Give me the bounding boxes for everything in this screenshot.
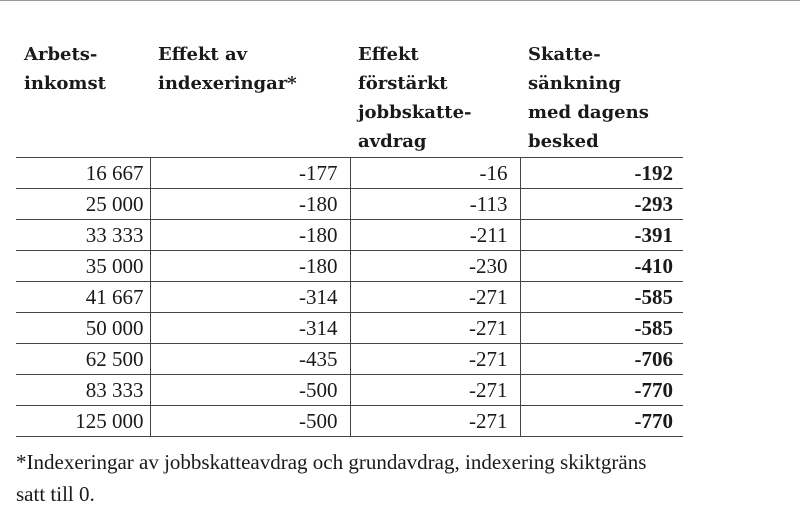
header-effekt-jobbskatteavdrag: Effekt förstärkt jobbskatte- avdrag: [350, 40, 520, 158]
footnote-line: *Indexeringar av jobbskatteavdrag och grundavdrag, indexering skiktgräns: [16, 450, 647, 474]
cell-inkomst: 33 333: [16, 220, 150, 251]
tax-effect-table: [16, 40, 683, 437]
cell-indexeringar: -180: [150, 189, 350, 220]
cell-inkomst: 125 000: [16, 406, 150, 437]
cell-indexeringar: -500: [150, 375, 350, 406]
cell-skattesankning: -293: [520, 189, 683, 220]
cell-inkomst: 41 667: [16, 282, 150, 313]
footnote: [16, 446, 798, 510]
cell-inkomst: 16 667: [16, 158, 150, 189]
cell-jobbskatteavdrag: -271: [350, 406, 520, 437]
cell-skattesankning: -410: [520, 251, 683, 282]
cell-indexeringar: -180: [150, 220, 350, 251]
cell-indexeringar: -314: [150, 282, 350, 313]
cell-jobbskatteavdrag: -211: [350, 220, 520, 251]
cell-skattesankning: -192: [520, 158, 683, 189]
cell-indexeringar: -177: [150, 158, 350, 189]
cell-jobbskatteavdrag: -230: [350, 251, 520, 282]
cell-skattesankning: -585: [520, 313, 683, 344]
cell-inkomst: 35 000: [16, 251, 150, 282]
cell-skattesankning: -770: [520, 375, 683, 406]
table-row: [16, 375, 683, 406]
cell-inkomst: 83 333: [16, 375, 150, 406]
cell-jobbskatteavdrag: -271: [350, 282, 520, 313]
cell-jobbskatteavdrag: -16: [350, 158, 520, 189]
cell-indexeringar: -314: [150, 313, 350, 344]
top-rule: [0, 0, 800, 1]
cell-indexeringar: -500: [150, 406, 350, 437]
table-row: [16, 158, 683, 189]
footnote-line: satt till 0.: [16, 482, 95, 506]
cell-skattesankning: -706: [520, 344, 683, 375]
cell-jobbskatteavdrag: -271: [350, 344, 520, 375]
cell-jobbskatteavdrag: -271: [350, 313, 520, 344]
cell-skattesankning: -770: [520, 406, 683, 437]
table-row: [16, 189, 683, 220]
cell-indexeringar: -435: [150, 344, 350, 375]
cell-jobbskatteavdrag: -271: [350, 375, 520, 406]
table-row: [16, 251, 683, 282]
cell-skattesankning: -391: [520, 220, 683, 251]
cell-indexeringar: -180: [150, 251, 350, 282]
header-skattesankning: Skatte- sänkning med dagens besked: [520, 40, 683, 158]
table-row: [16, 344, 683, 375]
cell-inkomst: 50 000: [16, 313, 150, 344]
cell-jobbskatteavdrag: -113: [350, 189, 520, 220]
table-row: [16, 313, 683, 344]
table-row: [16, 220, 683, 251]
cell-skattesankning: -585: [520, 282, 683, 313]
cell-inkomst: 62 500: [16, 344, 150, 375]
header-arbetsinkomst: Arbets- inkomst: [16, 40, 150, 158]
table-header-row: [16, 40, 683, 158]
table-row: [16, 282, 683, 313]
table-row: [16, 406, 683, 437]
header-effekt-indexeringar: Effekt av indexeringar*: [150, 40, 350, 158]
cell-inkomst: 25 000: [16, 189, 150, 220]
